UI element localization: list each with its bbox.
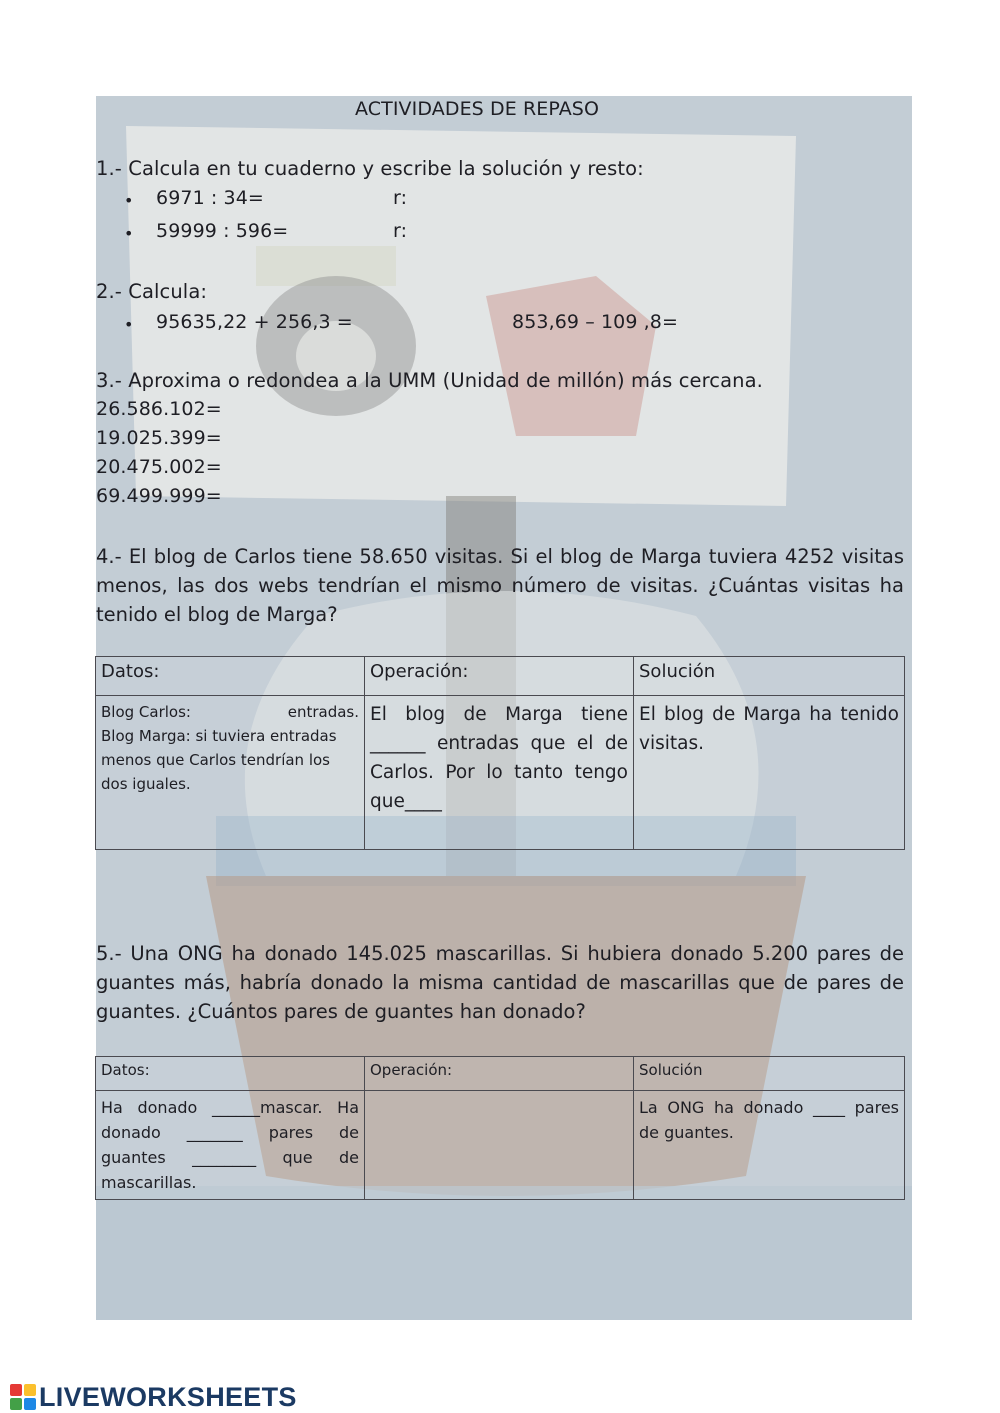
q3-number-4: 69.499.999= (96, 485, 222, 507)
brand-grid-icon (10, 1384, 36, 1410)
liveworksheets-logo[interactable] (10, 1382, 297, 1412)
bullet-icon: • (124, 224, 134, 243)
q4-datos-line1-b: entradas. (287, 703, 359, 721)
brand-name: LIVEWORKSHEETS (39, 1381, 297, 1412)
q1-item-2-expr: 59999 : 596= (156, 220, 289, 242)
q1-item-1-expr: 6971 : 34= (156, 187, 264, 209)
q4-cell-datos[interactable] (96, 696, 365, 850)
q4-datos-line1-a: Blog Carlos: (101, 703, 191, 721)
bullet-icon: • (124, 191, 134, 210)
q4-header-datos: Datos: (96, 657, 365, 696)
q3-number-2: 19.025.399= (96, 427, 222, 449)
q5-cell-datos[interactable]: Ha donado ______mascar. Ha donado _______ pares de guantes ________ que de mascarillas. (96, 1091, 365, 1200)
worksheet-title: ACTIVIDADES DE REPASO (355, 98, 600, 120)
q2-expr-a: 95635,22 + 256,3 = (156, 311, 353, 333)
q4-header-operacion: Operación: (365, 657, 634, 696)
bullet-icon: • (124, 315, 134, 334)
q5-prompt: 5.- Una ONG ha donado 145.025 mascarillas. Si hubiera donado 5.200 pares de guantes más, habría donado la misma cantidad de mascarillas que de pares de guantes. ¿Cuántos pares de guantes han donado? (96, 942, 904, 1023)
q5-header-solucion: Solución (634, 1057, 905, 1091)
q4-prompt: 4.- El blog de Carlos tiene 58.650 visitas. Si el blog de Marga tuviera 4252 visitas menos, las dos webs tendrían el mismo número de visitas. ¿Cuántas visitas ha tenido el blog de Marga? (96, 545, 904, 626)
q5-cell-operacion[interactable] (365, 1091, 634, 1200)
q4-cell-solucion[interactable]: El blog de Marga ha tenido visitas. (634, 696, 905, 850)
q1-prompt: 1.- Calcula en tu cuaderno y escribe la solución y resto: (96, 157, 644, 180)
q1-item-2-rest: r: (393, 220, 408, 242)
q5-cell-solucion[interactable]: La ONG ha donado ____ pares de guantes. (634, 1091, 905, 1200)
q5-header-operacion: Operación: (365, 1057, 634, 1091)
q4-table (95, 656, 905, 850)
q2-expr-b: 853,69 – 109 ,8= (512, 311, 679, 333)
q2-prompt: 2.- Calcula: (96, 280, 208, 303)
q3-number-1: 26.586.102= (96, 398, 222, 420)
q3-number-3: 20.475.002= (96, 456, 222, 478)
q5-table (95, 1056, 905, 1200)
q3-prompt: 3.- Aproxima o redondea a la UMM (Unidad de millón) más cercana. (96, 369, 763, 392)
q4-datos-rest: Blog Marga: si tuviera entradas menos que Carlos tendrían los dos iguales. (101, 727, 337, 793)
q5-header-datos: Datos: (96, 1057, 365, 1091)
q4-header-solucion: Solución (634, 657, 905, 696)
q1-item-1-rest: r: (393, 187, 408, 209)
q4-cell-operacion[interactable]: El blog de Marga tiene ______ entradas que el de Carlos. Por lo tanto tengo que____ (365, 696, 634, 850)
